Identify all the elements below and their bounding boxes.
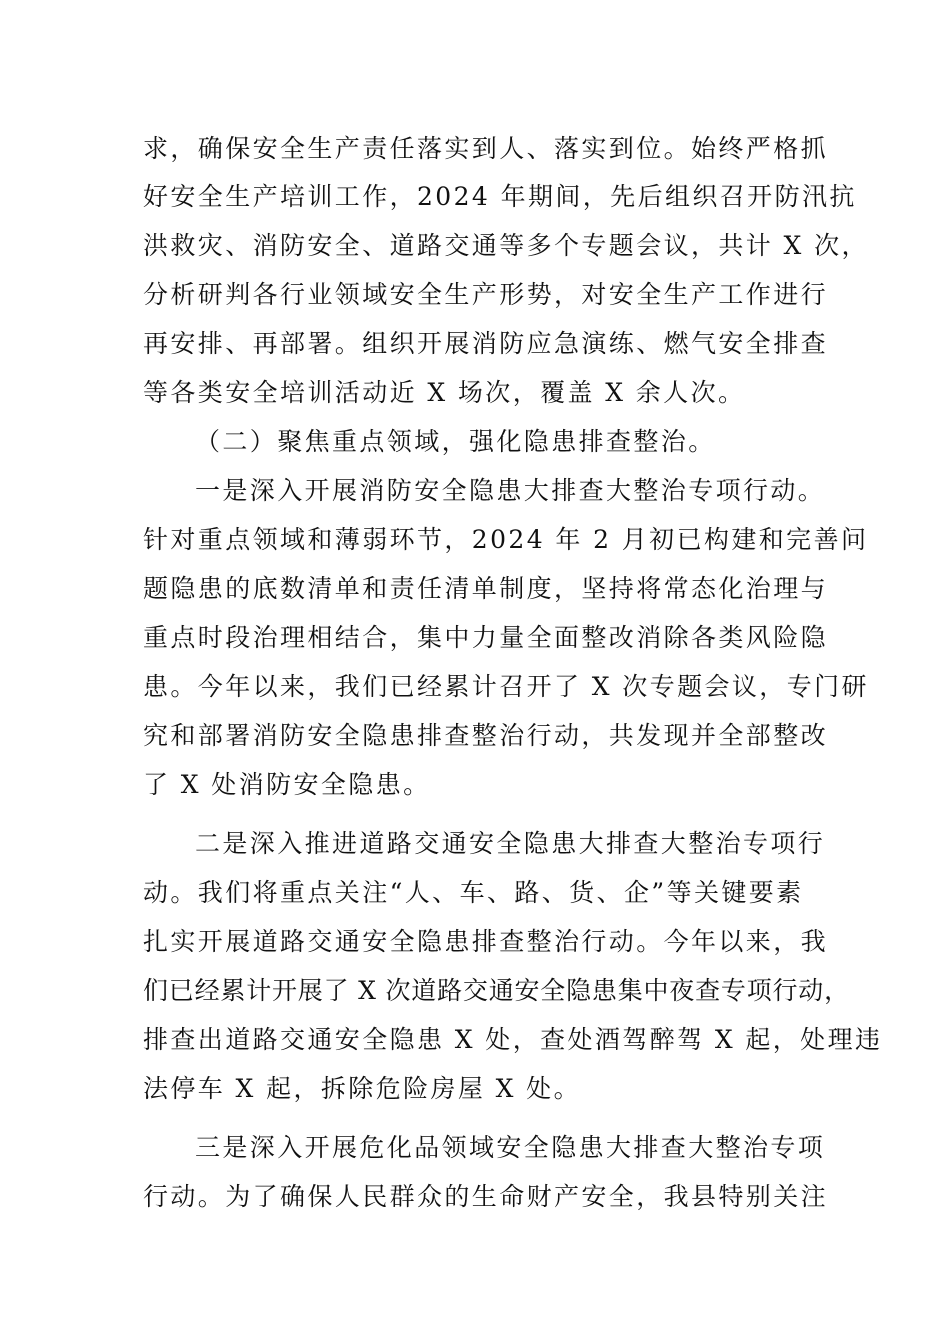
text-line: 动。我们将重点关注“人、车、路、货、企”等关键要素	[143, 878, 804, 907]
text-line: 患。今年以来，我们已经累计召开了 X 次专题会议，专门研	[143, 672, 869, 701]
text-line: 法停车 X 起，拆除危险房屋 X 处。	[143, 1074, 581, 1103]
text-line: 二是深入推进道路交通安全隐患大排查大整治专项行	[195, 829, 826, 858]
text-line: 究和部署消防安全隐患排查整治行动，共发现并全部整改	[143, 721, 829, 750]
text-line: 一是深入开展消防安全隐患大排查大整治专项行动。	[195, 476, 826, 505]
text-line: 好安全生产培训工作，2024 年期间，先后组织召开防汛抗	[143, 182, 857, 211]
text-line: 等各类安全培训活动近 X 场次，覆盖 X 余人次。	[143, 378, 746, 407]
text-line: 了 X 处消防安全隐患。	[143, 770, 431, 799]
text-line: 题隐患的底数清单和责任清单制度，坚持将常态化治理与	[143, 574, 829, 603]
text-line: 分析研判各行业领域安全生产形势，对安全生产工作进行	[143, 280, 829, 309]
text-line: 们已经累计开展了 X 次道路交通安全隐患集中夜查专项行动，	[143, 976, 850, 1005]
text-line: 洪救灾、消防安全、道路交通等多个专题会议，共计 X 次，	[143, 231, 869, 260]
text-line: 排查出道路交通安全隐患 X 处，查处酒驾醉驾 X 起，处理违	[143, 1025, 883, 1054]
text-line: 扎实开展道路交通安全隐患排查整治行动。今年以来，我	[143, 927, 829, 956]
text-line: 重点时段治理相结合，集中力量全面整改消除各类风险隐	[143, 623, 829, 652]
text-line: 针对重点领域和薄弱环节，2024 年 2 月初已构建和完善问	[143, 525, 869, 554]
text-line: 行动。为了确保人民群众的生命财产安全，我县特别关注	[143, 1182, 829, 1211]
text-line: 三是深入开展危化品领域安全隐患大排查大整治专项	[195, 1133, 826, 1162]
text-line: 再安排、再部署。组织开展消防应急演练、燃气安全排查	[143, 329, 829, 358]
section-heading: （二）聚焦重点领域，强化隐患排查整治。	[195, 427, 716, 456]
text-line: 求，确保安全生产责任落实到人、落实到位。始终严格抓	[143, 134, 829, 163]
